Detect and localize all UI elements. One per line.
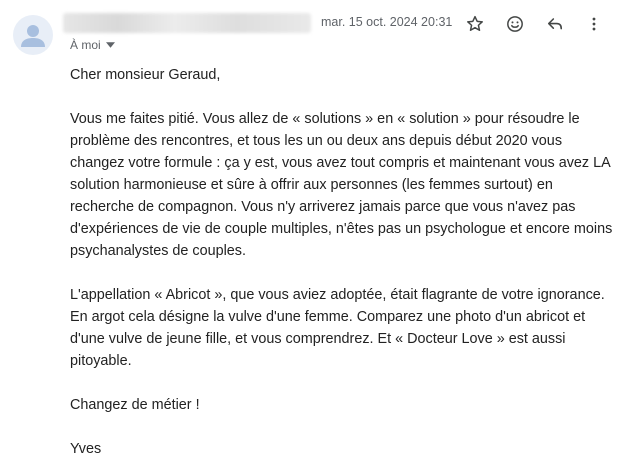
star-button[interactable] bbox=[461, 10, 489, 38]
emoji-reaction-button[interactable] bbox=[501, 10, 529, 38]
message-date: mar. 15 oct. 2024 20:31 bbox=[321, 15, 453, 29]
greeting: Cher monsieur Geraud, bbox=[70, 67, 221, 83]
reply-icon bbox=[545, 14, 565, 34]
body-paragraph-3: Changez de métier ! bbox=[70, 397, 200, 413]
more-options-button[interactable] bbox=[580, 10, 608, 38]
message-body bbox=[70, 64, 615, 471]
recipient-label: À moi bbox=[70, 38, 101, 52]
sender-name-redacted bbox=[63, 13, 311, 33]
person-icon bbox=[13, 15, 53, 55]
caret-down-icon bbox=[106, 42, 115, 48]
sender-avatar[interactable] bbox=[13, 15, 53, 55]
star-icon bbox=[465, 14, 485, 34]
body-paragraph-2: L'appellation « Abricot », que vous aviez adoptée, était flagrante de votre ignorance. En argot cela désigne la vulve d'une femme. Comparez une photo d'un abricot et d'une vulve de jeune fille, et vous comprendrez. Et « Docteur Love » est aussi pitoyable. bbox=[70, 287, 605, 369]
recipient-details-toggle[interactable] bbox=[70, 38, 115, 52]
reply-button[interactable] bbox=[541, 10, 569, 38]
signature: Yves bbox=[70, 441, 102, 457]
body-paragraph-1: Vous me faites pitié. Vous allez de « solutions » en « solution » pour résoudre le problème des rencontres, et tous les un ou deux ans depuis début 2020 vous changez votre formule : ça y est, vous avez tout compris et maintenant vous avez LA solution harmonieuse et sûre à offrir aux personnes (les femmes surtout) en recherche de compagnon. Vous n'y arriverez jamais parce que vous n'avez pas d'expériences de vie de couple multiples, n'êtes pas un psychologue et encore moins psychanalystes de couples. bbox=[70, 111, 613, 259]
emoji-icon bbox=[505, 14, 525, 34]
more-vert-icon bbox=[584, 14, 604, 34]
